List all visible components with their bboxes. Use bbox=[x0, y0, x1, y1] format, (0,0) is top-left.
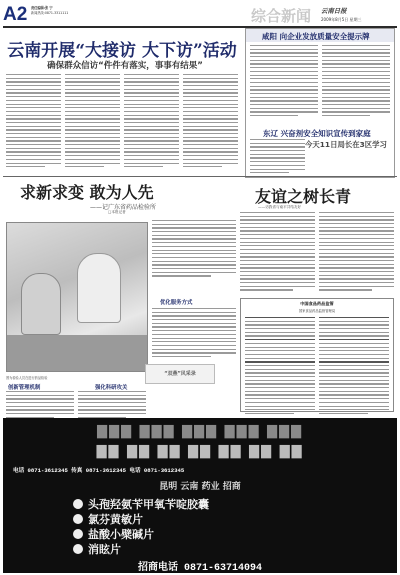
story3-byline: ——访我省与南平共结友好 bbox=[258, 205, 302, 209]
ad-banner-row-2: ▇▇ ▇▇ ▇▇ ▇▇ ▇▇ ▇▇ ▇▇ bbox=[96, 444, 304, 459]
story2-subhead-1: 优化服务方式 bbox=[160, 300, 193, 306]
ad-product-3: 盐酸小檗碱片 bbox=[73, 526, 154, 542]
photo-caption: 图为检验人员在进行药品检验 bbox=[6, 376, 48, 380]
ad-product-4: 消眩片 bbox=[73, 541, 121, 557]
photo-person-2 bbox=[21, 273, 61, 335]
ad-brand-line: 昆明 云南 药业 招商 bbox=[159, 482, 241, 492]
right-box-body-1 bbox=[250, 45, 390, 119]
hotline-line: 新闻热线:0871-3311111 bbox=[31, 10, 69, 15]
masthead-logo: 云南日报 bbox=[321, 7, 347, 15]
right-box-headline-2: 东辽 兴奋剂安全知识宣传到家庭 bbox=[263, 129, 371, 138]
lead-column-3 bbox=[124, 74, 179, 170]
header-info bbox=[31, 6, 161, 15]
lead-column-4 bbox=[183, 74, 238, 170]
lead-subheadline: 确保群众信访“件件有落实，事事有结果” bbox=[47, 61, 203, 71]
story2-subheadline: ——记广东省药品检验所 bbox=[90, 204, 157, 211]
ad-product-2: 氯芬黄敏片 bbox=[73, 511, 143, 527]
story2-photo bbox=[6, 222, 148, 372]
lead-column-1 bbox=[6, 74, 61, 170]
bullet-icon bbox=[73, 529, 83, 539]
pull-quote: 今天11日局长在3区学习 bbox=[305, 140, 387, 149]
bullet-icon bbox=[73, 544, 83, 554]
issue-date: 2009年8月5日 星期三 bbox=[321, 17, 362, 22]
right-box-body-2 bbox=[250, 139, 305, 176]
ad-contact-line: 电话 0871-3612345 传真 0871-3612345 电话 0871-3612345 bbox=[13, 467, 185, 474]
story2-subhead-2: 创新管理机制 bbox=[8, 385, 41, 391]
bullet-icon bbox=[73, 514, 83, 524]
lead-column-2 bbox=[65, 74, 120, 170]
story2-subhead-3: 强化科研攻关 bbox=[95, 385, 128, 391]
story2-body-right-2 bbox=[152, 308, 236, 360]
ad-hotline: 招商电话 0871-63714094 bbox=[137, 563, 262, 573]
story2-bottom-body bbox=[6, 391, 146, 421]
story2-body-right bbox=[152, 220, 236, 279]
column-sign: “双燕”风采录 bbox=[145, 364, 215, 384]
page-header bbox=[3, 4, 397, 26]
photo-table bbox=[7, 335, 148, 372]
section-title: 综合新闻 bbox=[251, 7, 312, 25]
story3-body bbox=[240, 212, 394, 293]
ad-product-1: 头孢羟氨苄甲氧苄啶胶囊 bbox=[73, 496, 209, 512]
lead-body-columns bbox=[6, 74, 238, 170]
photo-person-1 bbox=[77, 253, 121, 323]
notice-box bbox=[240, 298, 394, 412]
right-box-headline-1: 咸阳 向企业发放质量安全提示牌 bbox=[262, 32, 370, 41]
notice-subtitle: 国家食品药品监督管理局 bbox=[298, 309, 336, 313]
editor-line: 责任编辑:张 宁 bbox=[31, 6, 53, 10]
page-number: A2 bbox=[3, 4, 28, 25]
notice-title: 中国食品药品监管 bbox=[300, 301, 334, 306]
lead-headline: 云南开展“大接访 大下访”活动 bbox=[7, 41, 237, 61]
ad-banner-row: ▇▇▇ ▇▇▇ ▇▇▇ ▇▇▇ ▇▇▇ bbox=[96, 424, 304, 439]
bullet-icon bbox=[73, 499, 83, 509]
story2-byline: □本报记者 bbox=[108, 210, 126, 214]
advertisement bbox=[3, 418, 397, 573]
section-divider bbox=[3, 176, 397, 177]
notice-body bbox=[245, 317, 389, 417]
story2-headline: 求新求变 敢为人先 bbox=[20, 183, 154, 202]
story3-headline: 友谊之树长青 bbox=[255, 187, 352, 206]
